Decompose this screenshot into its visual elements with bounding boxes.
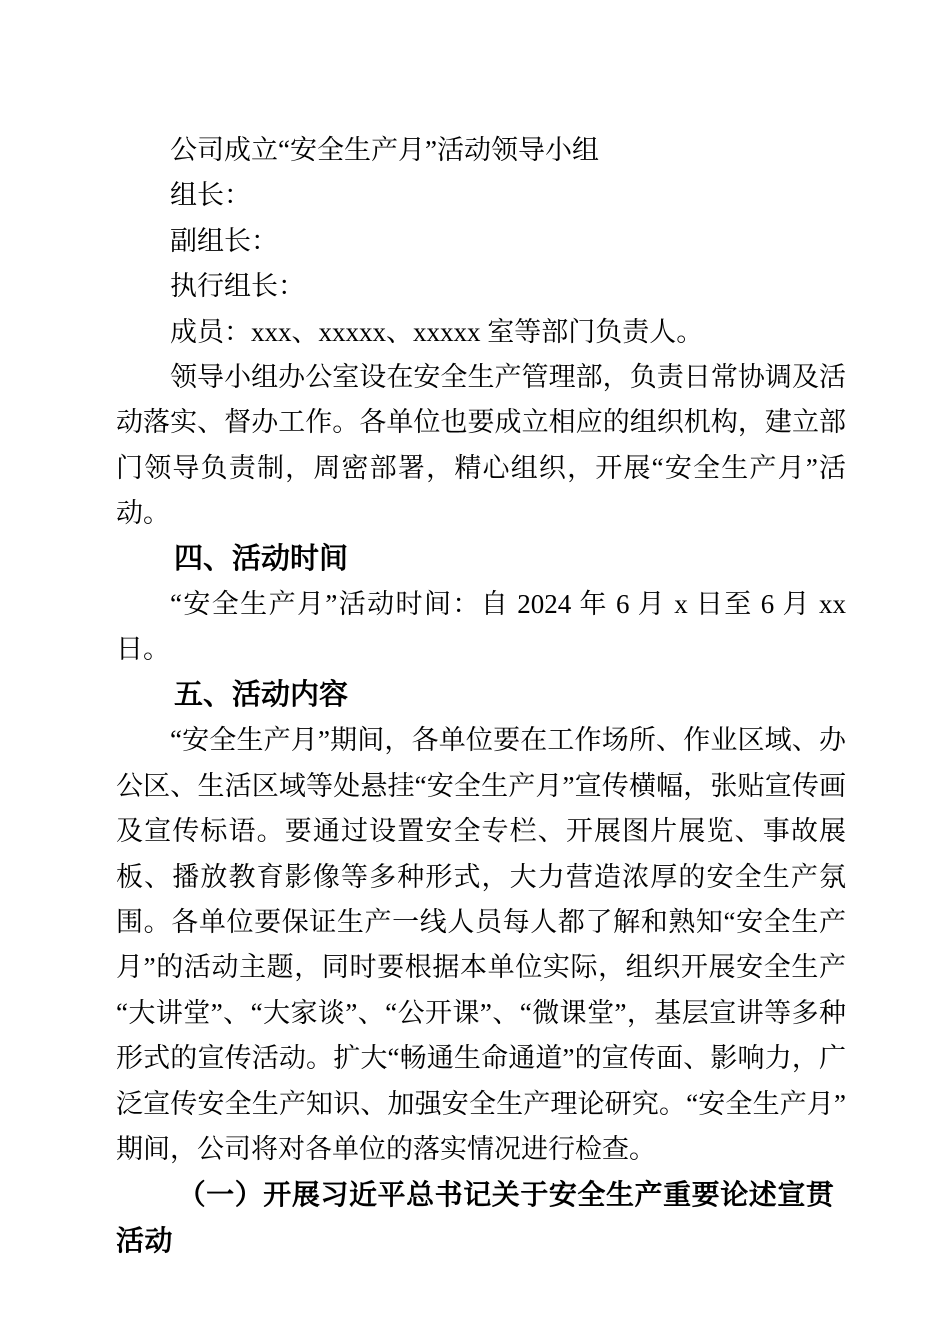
paragraph: 领导小组办公室设在安全生产管理部，负责日常协调及活动落实、督办工作。各单位也要成立相应的组织机构，建立部门领导负责制，周密部署，精心组织，开展“安全生产月”活动。: [116, 362, 846, 529]
paragraph: “安全生产月”期间，各单位要在工作场所、作业区域、办公区、生活区域等处悬挂“安全生产月”宣传横幅，张贴宣传画及宣传标语。要通过设置安全专栏、开展图片展览、事故展板、播放教育影像等多种形式，大力营造浓厚的安全生产氛围。各单位要保证生产一线人员每人都了解和熟知“安全生产月”的活动主题，同时要根据本单位实际，组织开展安全生产“大讲堂”、“大家谈”、“公开课”、“微课堂”，基层宣讲等多种形式的宣传活动。扩大“畅通生命通道”的宣传面、影响力，广泛宣传安全生产知识、加强安全生产理论研究。“安全生产月”期间，公司将对各单位的落实情况进行检查。: [116, 725, 846, 1164]
paragraph: 成员：xxx、xxxxx、xxxxx 室等部门负责人。: [170, 316, 704, 347]
section-heading: 五、活动内容: [174, 678, 349, 711]
section-heading: 四、活动时间: [174, 542, 349, 575]
paragraph: “安全生产月”活动时间：自 2024 年 6 月 x 日至 6 月 xx 日。: [116, 589, 846, 665]
paragraph: 公司成立“安全生产月”活动领导小组: [170, 135, 599, 165]
document-content: [116, 128, 846, 1263]
subsection-heading: （一）开展习近平总书记关于安全生产重要论述宣贯活动: [116, 1178, 835, 1257]
paragraph: 副组长：: [170, 225, 278, 256]
paragraph: 组长：: [170, 180, 251, 211]
paragraph: 执行组长：: [170, 271, 305, 302]
